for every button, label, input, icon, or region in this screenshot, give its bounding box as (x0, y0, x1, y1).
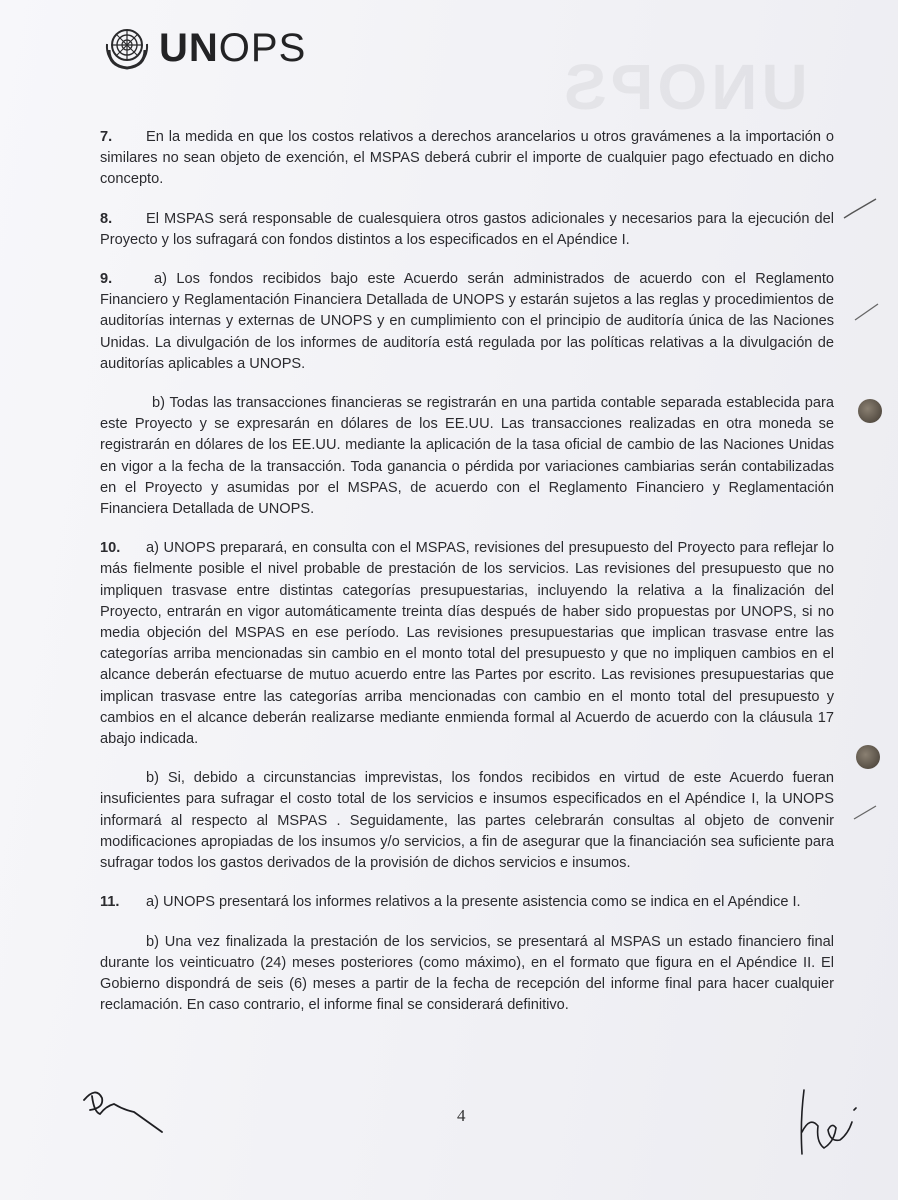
initials-left-icon (72, 1080, 172, 1140)
clause-8 (100, 209, 834, 251)
clause-10a (100, 538, 834, 750)
logo-text-bold: UN (159, 26, 219, 70)
un-emblem-icon (103, 24, 151, 72)
unops-logo (103, 24, 306, 72)
show-through-watermark: UNOPS (560, 51, 808, 123)
clause-text: b) Todas las transacciones financieras se registrarán en una partida contable separada establecida para este Proyecto y se expresarán en dólares de los EE.UU. Las transacciones realizadas en otra moneda se registrarán en dólares de los EE.UU. mediante la aplicación de la tasa oficial de cambio de las Naciones Unidas en vigor a la fecha de la transacción. Toda ganancia o pérdida por variaciones cambiarias serán contabilizadas en el Proyecto y asumidas por el MSPAS, de acuerdo con el Reglamento Financiero y Reglamentación Financiera Detallada de UNOPS. (100, 395, 834, 518)
clause-number: 11. (100, 894, 120, 911)
clause-9a (100, 269, 834, 375)
clause-number: 8. (100, 210, 113, 227)
clause-10b (100, 768, 834, 874)
clause-9b (100, 393, 834, 520)
clause-number: 10. (100, 540, 121, 557)
clause-text: b) Si, debido a circunstancias imprevistas, los fondos recibidos en virtud de este Acuerdo fueran insuficientes para sufragar el costo total de los servicios e insumos especificados en el Apéndice I, la UNOPS informará al respecto al MSPAS . Seguidamente, las partes celebrarán consultas al objeto de convenir modificaciones apropiadas de los insumos y/o servicios, a fin de asegurar que la financiación sea suficiente para sufragar todos los gastos derivados de la provisión de dichos servicios e insumos. (100, 770, 834, 872)
check-mark-icon (852, 300, 882, 326)
check-mark-icon (852, 803, 880, 823)
logo-wordmark (159, 24, 306, 72)
clause-text: a) UNOPS presentará los informes relativos a la presente asistencia como se indica en el Apéndice I. (146, 894, 801, 911)
clause-number: 7. (100, 129, 113, 145)
clause-text: El MSPAS será responsable de cualesquiera otros gastos adicionales y necesarios para la ejecución del Proyecto y los sufragará con fondos distintos a los especificados en el Apéndice I. (100, 210, 834, 248)
clause-text: b) Una vez finalizada la prestación de los servicios, se presentará al MSPAS un estado financiero final durante los veinticuatro (24) meses posteriores (como máximo), en el formato que figura en el Apéndice II. El Gobierno dispondrá de seis (6) meses a partir de la fecha de recepción del informe final para hacer cualquier reclamación. En caso contrario, el informe final se considerará definitivo. (100, 933, 834, 1014)
page-number: 4 (457, 1106, 466, 1125)
clause-7 (100, 127, 834, 191)
clause-text: a) Los fondos recibidos bajo este Acuerdo serán administrados de acuerdo con el Reglamento Financiero y Reglamentación Financiera Detallada de UNOPS y estarán sujetos a las reglas y procedimientos de auditorías internas y externas de UNOPS y en cumplimiento con el principio de auditoría única de las Naciones Unidas. La divulgación de los informes de auditoría está regulada por las políticas relativas a la divulgación de auditorías aplicables a UNOPS. (100, 271, 834, 372)
clause-11a (100, 892, 834, 913)
initials-right-icon (790, 1082, 870, 1162)
clauses-body (100, 127, 834, 1016)
clause-text: a) UNOPS preparará, en consulta con el MSPAS, revisiones del presupuesto del Proyecto para reflejar lo más fielmente posible el nivel probable de prestación de los servicios. Las revisiones del presupuesto que no impliquen trasvase entre distintas categorías presupuestarias, incluyendo la relativa a la finalización del Proyecto, entrarán en vigor automáticamente treinta días después de haber sido propuestas por UNOPS, si no media objeción del MSPAS en ese período. Las revisiones presupuestarias que implican trasvase entre las categorías arriba mencionadas sin cambio en el monto total del presupuesto y que no impliquen cambios en el alcance deberán efectuarse de mutuo acuerdo entre las Partes por escrito. Las revisiones presupuestarias que implican trasvase entre las categorías arriba mencionadas con cambio en el monto total del presupuesto y cambios en el alcance deberán realizarse mediante enmienda formal al Acuerdo de acuerdo con la cláusula 17 abajo indicada. (100, 540, 834, 748)
clause-11b (100, 932, 834, 1017)
punch-hole-top (858, 399, 882, 423)
punch-hole-bottom (856, 745, 880, 769)
logo-text-rest: OPS (218, 26, 307, 70)
check-mark-icon (840, 196, 880, 226)
clause-text: En la medida en que los costos relativos a derechos arancelarios u otros gravámenes a la importación o similares no sean objeto de exención, el MSPAS deberá cubrir el importe de cualquier pago efectuado en dicho concepto. (100, 129, 834, 188)
clause-number: 9. (100, 271, 113, 288)
